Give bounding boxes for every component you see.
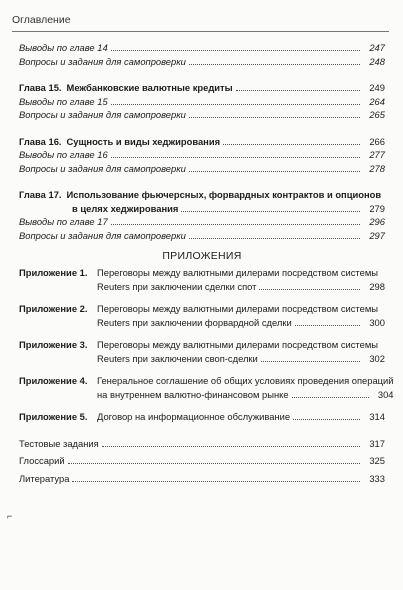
- toc-entry[interactable]: [19, 95, 385, 109]
- entry-title: Литература: [19, 472, 70, 484]
- toc-entry[interactable]: [19, 162, 385, 176]
- dot-leader: [189, 64, 360, 65]
- entry-title: Выводы по главе 14: [19, 42, 108, 53]
- chapter-17-entry-line1[interactable]: [19, 188, 385, 202]
- dot-leader: [181, 211, 360, 212]
- entry-page: 277: [369, 149, 385, 160]
- appendix-label: Приложение 2.: [19, 303, 88, 314]
- chapter-16-entry[interactable]: [19, 135, 385, 149]
- entry-page: 248: [369, 55, 385, 67]
- appendix-page: 314: [369, 411, 385, 422]
- chapter-num: Глава 15.: [19, 82, 62, 93]
- dot-leader: [102, 446, 360, 447]
- appendix-title-line1: Переговоры между валютными дилерами посредством системы: [97, 339, 379, 350]
- dot-leader: [189, 117, 360, 118]
- appendix-label: Приложение 1.: [19, 267, 88, 278]
- dot-leader: [293, 419, 360, 420]
- toc-entry[interactable]: [19, 215, 385, 229]
- chapter-title: Межбанковские валютные кредиты: [66, 82, 233, 93]
- dot-leader: [189, 171, 360, 172]
- entry-page: 317: [369, 437, 385, 449]
- dot-leader: [295, 325, 360, 326]
- header-rule: [12, 31, 389, 32]
- appendix-1-entry[interactable]: [19, 266, 385, 293]
- dot-leader: [259, 289, 360, 290]
- entry-page: 247: [369, 42, 385, 53]
- appendix-title-line2: Reuters при заключении своп-сделки: [97, 352, 258, 364]
- toc-entry-literature[interactable]: [19, 472, 385, 486]
- entry-title: Вопросы и задания для самопроверки: [19, 55, 186, 67]
- dot-leader: [189, 238, 360, 239]
- appendix-5-entry[interactable]: [19, 410, 385, 424]
- chapter-title: Сущность и виды хеджирования: [66, 135, 221, 147]
- entry-title: Вопросы и задания для самопроверки: [19, 162, 186, 174]
- entry-page: 325: [369, 455, 385, 466]
- entry-title: Вопросы и задания для самопроверки: [19, 109, 186, 120]
- entry-page: 265: [369, 109, 385, 120]
- dot-leader: [111, 157, 360, 158]
- appendix-title-line2: на внутреннем валютно-финансовом рынке: [97, 388, 289, 400]
- entry-title: Выводы по главе 17: [19, 216, 108, 227]
- appendix-label: Приложение 3.: [19, 339, 88, 350]
- dot-leader: [111, 224, 360, 225]
- chapter-15-entry[interactable]: [19, 81, 385, 95]
- entry-title: Вопросы и задания для самопроверки: [19, 229, 186, 241]
- appendix-label: Приложение 4.: [19, 375, 88, 386]
- chapter-title-line2: в целях хеджирования: [72, 202, 179, 214]
- appendix-page: 302: [369, 352, 385, 364]
- toc-entry-glossary[interactable]: [19, 454, 385, 468]
- dot-leader: [68, 463, 360, 464]
- margin-mark: ⌐: [7, 511, 13, 521]
- dot-leader: [111, 104, 360, 105]
- toc-entry[interactable]: [19, 108, 385, 122]
- entry-title: Глоссарий: [19, 455, 65, 466]
- toc-content: [19, 41, 394, 485]
- chapter-num: Глава 17.: [19, 189, 62, 200]
- appendix-title-line2: Reuters при заключении сделки спот: [97, 280, 257, 292]
- entry-page: 296: [369, 216, 385, 227]
- dot-leader: [72, 481, 360, 482]
- toc-entry[interactable]: [19, 229, 385, 243]
- appendix-title-line1: Переговоры между валютными дилерами посредством системы: [97, 267, 379, 278]
- appendix-2-entry[interactable]: [19, 302, 385, 329]
- entry-page: 278: [369, 162, 385, 174]
- dot-leader: [236, 90, 360, 91]
- appendix-page: 304: [377, 388, 394, 400]
- appendix-4-entry[interactable]: [19, 374, 394, 401]
- entry-title: Выводы по главе 15: [19, 95, 108, 107]
- appendix-3-entry[interactable]: [19, 338, 385, 365]
- dot-leader: [292, 397, 369, 398]
- appendix-heading: ПРИЛОЖЕНИЯ: [162, 250, 242, 262]
- running-header: Оглавление: [12, 14, 71, 26]
- chapter-num: Глава 16.: [19, 135, 62, 147]
- chapter-17-entry-line2[interactable]: [19, 202, 385, 216]
- appendix-title-line2: Reuters при заключении форвардной сделки: [97, 316, 292, 328]
- toc-entry[interactable]: [19, 41, 385, 55]
- chapter-page: 279: [369, 202, 385, 214]
- dot-leader: [261, 361, 360, 362]
- entry-page: 264: [369, 95, 385, 107]
- entry-page: 297: [369, 229, 385, 241]
- chapter-page: 249: [369, 82, 385, 93]
- toc-entry[interactable]: [19, 148, 385, 162]
- appendix-page: 298: [369, 280, 385, 292]
- chapter-title-line1: Использование фьючерсных, форвардных контрактов и опционов: [66, 189, 382, 200]
- appendix-label: Приложение 5.: [19, 411, 88, 422]
- entry-title: Тестовые задания: [19, 437, 99, 449]
- appendix-title: Договор на информационное обслуживание: [97, 411, 291, 422]
- entry-title: Выводы по главе 16: [19, 149, 108, 160]
- appendix-page: 300: [369, 316, 385, 328]
- appendix-title-line1: Переговоры между валютными дилерами посредством системы: [97, 303, 379, 314]
- dot-leader: [223, 144, 360, 145]
- dot-leader: [111, 50, 360, 51]
- chapter-page: 266: [369, 135, 385, 147]
- entry-page: 333: [369, 472, 385, 484]
- toc-entry[interactable]: [19, 55, 385, 69]
- toc-entry-tests[interactable]: [19, 437, 385, 451]
- appendix-title-line1: Генеральное соглашение об общих условиях проведения операций: [97, 375, 394, 386]
